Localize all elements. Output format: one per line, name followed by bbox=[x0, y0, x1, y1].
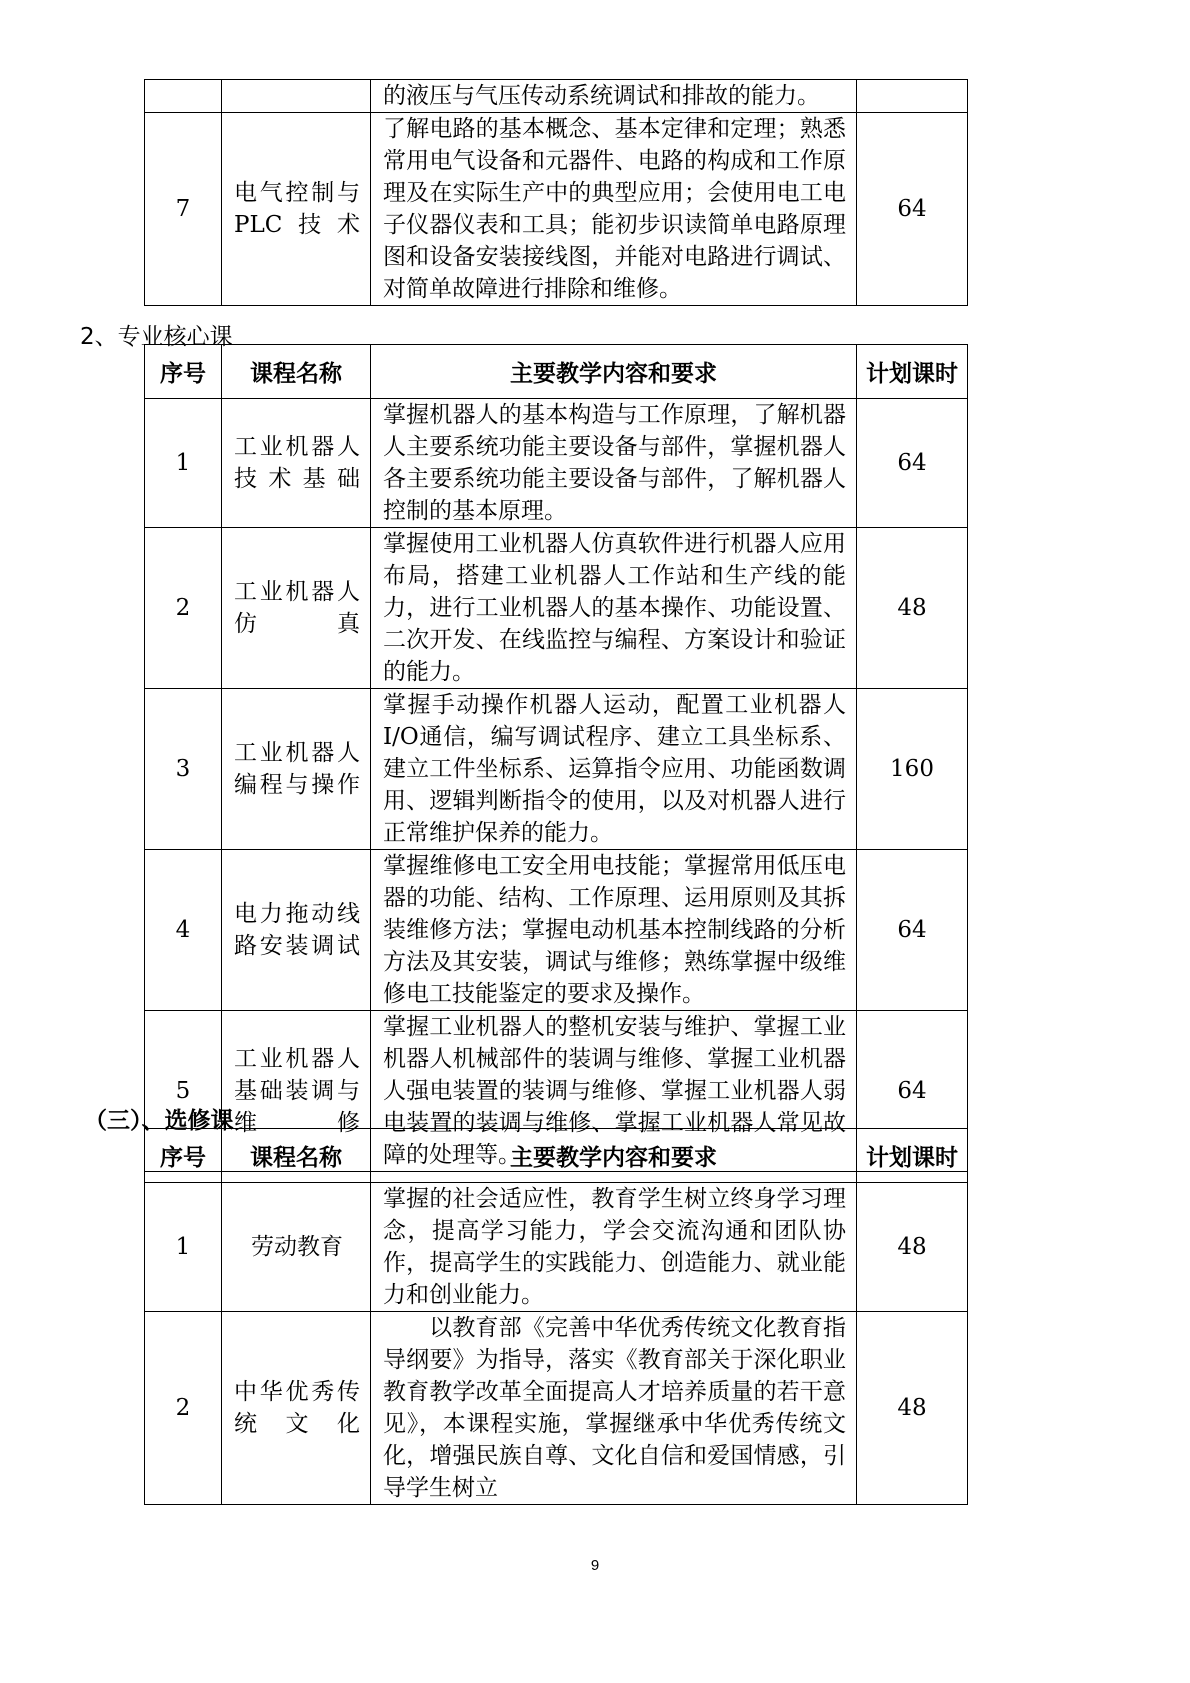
table-header-row bbox=[145, 345, 968, 399]
course-number: 2 bbox=[145, 1312, 222, 1505]
course-content: 掌握机器人的基本构造与工作原理，了解机器人主要系统功能主要设备与部件，掌握机器人各主要系统功能主要设备与部件，了解机器人控制的基本原理。 bbox=[371, 399, 857, 528]
course-content: 了解电路的基本概念、基本定律和定理；熟悉常用电气设备和元器件、电路的构成和工作原理及在实际生产中的典型应用；会使用电工电子仪器仪表和工具；能初步识读简单电路原理图和设备安装接线图，并能对电路进行调试、对简单故障进行排除和维修。 bbox=[371, 113, 857, 306]
header-hours: 计划课时 bbox=[857, 1129, 968, 1183]
course-number: 7 bbox=[145, 113, 222, 306]
course-content: 掌握维修电工安全用电技能；掌握常用低压电器的功能、结构、工作原理、运用原则及其拆装维修方法；掌握电动机基本控制线路的分析方法及其安装，调试与维修；熟练掌握中级维修电工技能鉴定的要求及操作。 bbox=[371, 850, 857, 1011]
table-row bbox=[145, 850, 968, 1011]
course-number: 1 bbox=[145, 399, 222, 528]
course-content: 掌握的社会适应性，教育学生树立终身学习理念，提高学习能力，学会交流沟通和团队协作，提高学生的实践能力、创造能力、就业能力和创业能力。 bbox=[371, 1183, 857, 1312]
course-content bbox=[371, 1312, 857, 1505]
course-hours bbox=[857, 80, 968, 113]
course-hours: 48 bbox=[857, 1183, 968, 1312]
course-hours: 64 bbox=[857, 113, 968, 306]
table-row bbox=[145, 1183, 968, 1312]
course-number: 3 bbox=[145, 689, 222, 850]
course-name: 中华优秀传统文化 bbox=[222, 1312, 371, 1505]
course-content: 掌握使用工业机器人仿真软件进行机器人应用布局，搭建工业机器人工作站和生产线的能力，进行工业机器人的基本操作、功能设置、二次开发、在线监控与编程、方案设计和验证的能力。 bbox=[371, 528, 857, 689]
core-course-table bbox=[144, 344, 968, 1172]
table-row bbox=[145, 1312, 968, 1505]
course-name: 工业机器人编程与操作 bbox=[222, 689, 371, 850]
course-name: 电气控制与PLC技术 bbox=[222, 113, 371, 306]
course-name: 劳动教育 bbox=[222, 1183, 371, 1312]
table-row bbox=[145, 399, 968, 528]
table-row bbox=[145, 528, 968, 689]
course-hours: 48 bbox=[857, 1312, 968, 1505]
course-number: 5 bbox=[145, 1011, 222, 1172]
course-hours: 64 bbox=[857, 399, 968, 528]
section-heading-elective: （三）、选修课 bbox=[84, 1108, 234, 1134]
course-content: 的液压与气压传动系统调试和排故的能力。 bbox=[371, 80, 857, 113]
elective-course-table bbox=[144, 1128, 968, 1505]
course-name: 工业机器人技术基础 bbox=[222, 399, 371, 528]
header-number: 序号 bbox=[145, 1129, 222, 1183]
header-hours: 计划课时 bbox=[857, 345, 968, 399]
course-number: 4 bbox=[145, 850, 222, 1011]
continued-course-table bbox=[144, 79, 968, 306]
header-content: 主要教学内容和要求 bbox=[371, 345, 857, 399]
course-name bbox=[222, 80, 371, 113]
course-name: 工业机器人基础装调与维修 bbox=[222, 1011, 371, 1172]
section-heading-core: 2、专业核心课 bbox=[80, 324, 233, 350]
course-content: 掌握工业机器人的整机安装与维护、掌握工业机器人机械部件的装调与维修、掌握工业机器人强电装置的装调与维修、掌握工业机器人弱电装置的装调与维修、掌握工业机器人常见故障的处理等。 bbox=[371, 1011, 857, 1172]
header-content: 主要教学内容和要求 bbox=[371, 1129, 857, 1183]
course-name: 电力拖动线路安装调试 bbox=[222, 850, 371, 1011]
header-number: 序号 bbox=[145, 345, 222, 399]
course-hours: 48 bbox=[857, 528, 968, 689]
course-hours: 160 bbox=[857, 689, 968, 850]
header-course-name: 课程名称 bbox=[222, 345, 371, 399]
course-hours: 64 bbox=[857, 1011, 968, 1172]
table-row bbox=[145, 113, 968, 306]
table-row bbox=[145, 80, 968, 113]
course-number: 1 bbox=[145, 1183, 222, 1312]
table-row bbox=[145, 689, 968, 850]
table-header-row bbox=[145, 1129, 968, 1183]
course-content-text: 以教育部《完善中华优秀传统文化教育指导纲要》为指导，落实《教育部关于深化职业教育教学改革全面提高人才培养质量的若干意见》，本课程实施，掌握继承中华优秀传统文化，增强民族自尊、文化自信和爱国情感，引导学生树立 bbox=[383, 1315, 846, 1501]
page-number: 9 bbox=[590, 1557, 600, 1574]
header-course-name: 课程名称 bbox=[222, 1129, 371, 1183]
course-name: 工业机器人仿真 bbox=[222, 528, 371, 689]
course-number: 2 bbox=[145, 528, 222, 689]
course-content: 掌握手动操作机器人运动，配置工业机器人I/O通信，编写调试程序、建立工具坐标系、建立工件坐标系、运算指令应用、功能函数调用、逻辑判断指令的使用，以及对机器人进行正常维护保养的能力。 bbox=[371, 689, 857, 850]
course-hours: 64 bbox=[857, 850, 968, 1011]
course-number bbox=[145, 80, 222, 113]
